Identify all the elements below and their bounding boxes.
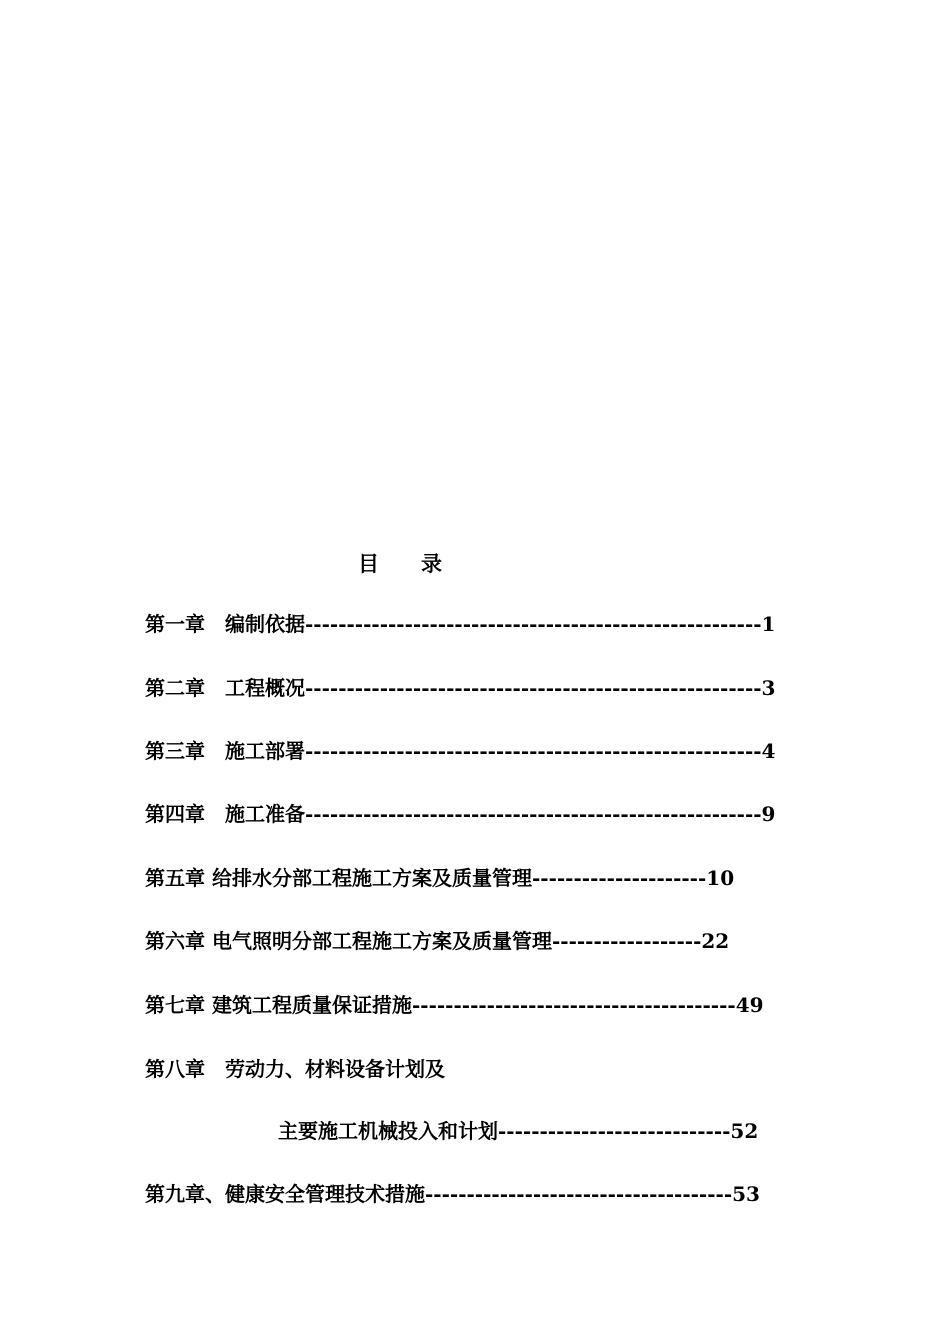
toc-title: 目 录 — [358, 551, 442, 576]
toc-entry-chapter-2: 第二章 工程概况-------------------------------------------------------3 — [145, 676, 776, 700]
toc-entry-chapter-6: 第六章 电气照明分部工程施工方案及质量管理------------------22 — [145, 929, 730, 953]
toc-entry-chapter-5: 第五章 给排水分部工程施工方案及质量管理---------------------10 — [145, 866, 735, 890]
toc-entry-chapter-9: 第九章、健康安全管理技术措施-------------------------------------53 — [145, 1182, 760, 1206]
toc-entry-chapter-4: 第四章 施工准备-------------------------------------------------------9 — [145, 802, 776, 826]
toc-entry-chapter-1: 第一章 编制依据-------------------------------------------------------1 — [145, 612, 776, 636]
toc-entry-chapter-3: 第三章 施工部署-------------------------------------------------------4 — [145, 739, 776, 763]
toc-entry-chapter-8-continued: 主要施工机械投入和计划----------------------------52 — [278, 1119, 759, 1143]
toc-entry-chapter-7: 第七章 建筑工程质量保证措施---------------------------------------49 — [145, 993, 764, 1017]
toc-entry-chapter-8: 第八章 劳动力、材料设备计划及 — [145, 1057, 445, 1081]
